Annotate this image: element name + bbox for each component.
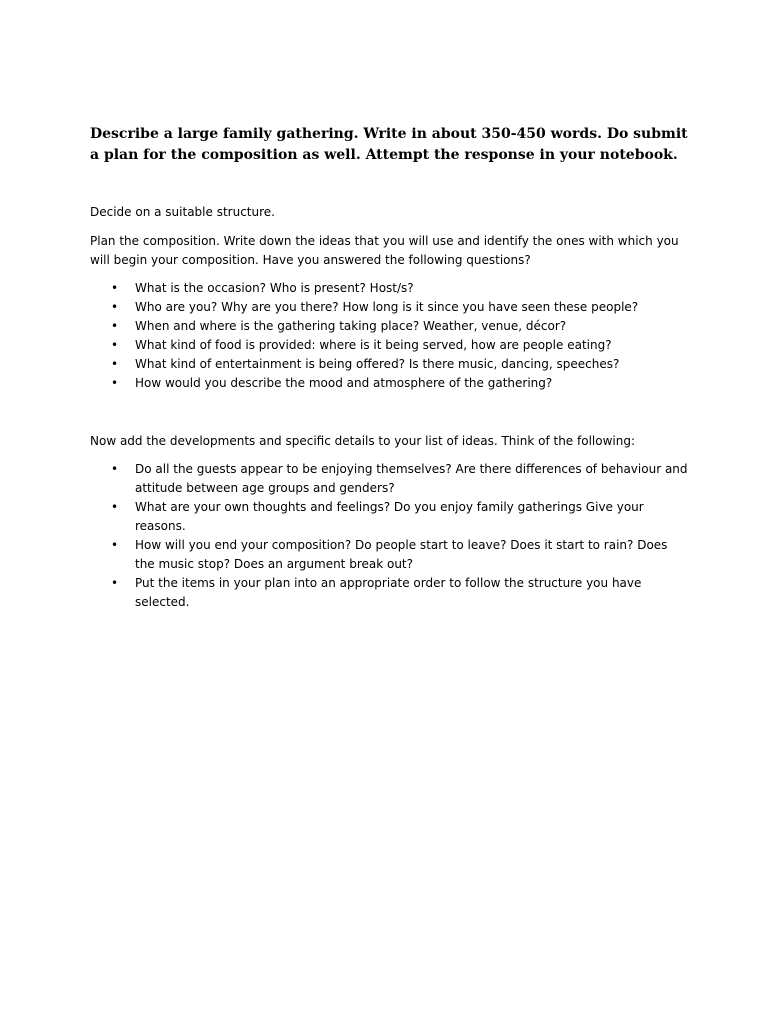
- list-item-text: What are your own thoughts and feelings? Do you enjoy family gatherings Give your reasons.: [135, 500, 644, 533]
- details-list-container: [90, 460, 690, 612]
- list-item: [90, 317, 690, 336]
- bullet-icon: [111, 279, 118, 298]
- list-item-text: What is the occasion? Who is present? Host/s?: [135, 281, 414, 295]
- list-item: [90, 536, 690, 574]
- bullet-icon: [111, 574, 118, 593]
- bullet-icon: [111, 374, 118, 393]
- questions-list-container: [90, 279, 690, 393]
- list-item: [90, 336, 690, 355]
- list-item-text: How will you end your composition? Do people start to leave? Does it start to rain? Does the music stop? Does an argument break out?: [135, 538, 668, 571]
- list-item: [90, 355, 690, 374]
- bullet-icon: [111, 498, 118, 517]
- plan-paragraph: Plan the composition. Write down the ideas that you will use and identify the ones with which you will begin your composition. Have you answered the following questions?: [90, 234, 679, 267]
- list-item: [90, 574, 690, 612]
- list-item: [90, 460, 690, 498]
- list-item-text: When and where is the gathering taking place? Weather, venue, décor?: [135, 319, 567, 333]
- bullet-icon: [111, 536, 118, 555]
- bullet-icon: [111, 298, 118, 317]
- list-item: [90, 298, 690, 317]
- bullet-icon: [111, 460, 118, 479]
- details-list: [90, 460, 690, 612]
- list-item-text: What kind of entertainment is being offered? Is there music, dancing, speeches?: [135, 357, 620, 371]
- questions-list: [90, 279, 690, 393]
- list-item-text: Do all the guests appear to be enjoying themselves? Are there differences of behaviour and attitude between age groups and genders?: [135, 462, 688, 495]
- list-item: [90, 374, 690, 393]
- list-item-text: Who are you? Why are you there? How long is it since you have seen these people?: [135, 300, 639, 314]
- structure-paragraph: Decide on a suitable structure.: [90, 205, 275, 219]
- bullet-icon: [111, 317, 118, 336]
- list-item-text: Put the items in your plan into an appropriate order to follow the structure you have selected.: [135, 576, 642, 609]
- bullet-icon: [111, 355, 118, 374]
- list-item: [90, 498, 690, 536]
- developments-paragraph: Now add the developments and specific details to your list of ideas. Think of the following:: [90, 434, 635, 448]
- list-item-text: How would you describe the mood and atmosphere of the gathering?: [135, 376, 553, 390]
- bullet-icon: [111, 336, 118, 355]
- list-item: [90, 279, 690, 298]
- list-item-text: What kind of food is provided: where is it being served, how are people eating?: [135, 338, 612, 352]
- assignment-heading: Describe a large family gathering. Write in about 350-450 words. Do submit a plan for the composition as well. Attempt the response in your notebook.: [90, 126, 688, 163]
